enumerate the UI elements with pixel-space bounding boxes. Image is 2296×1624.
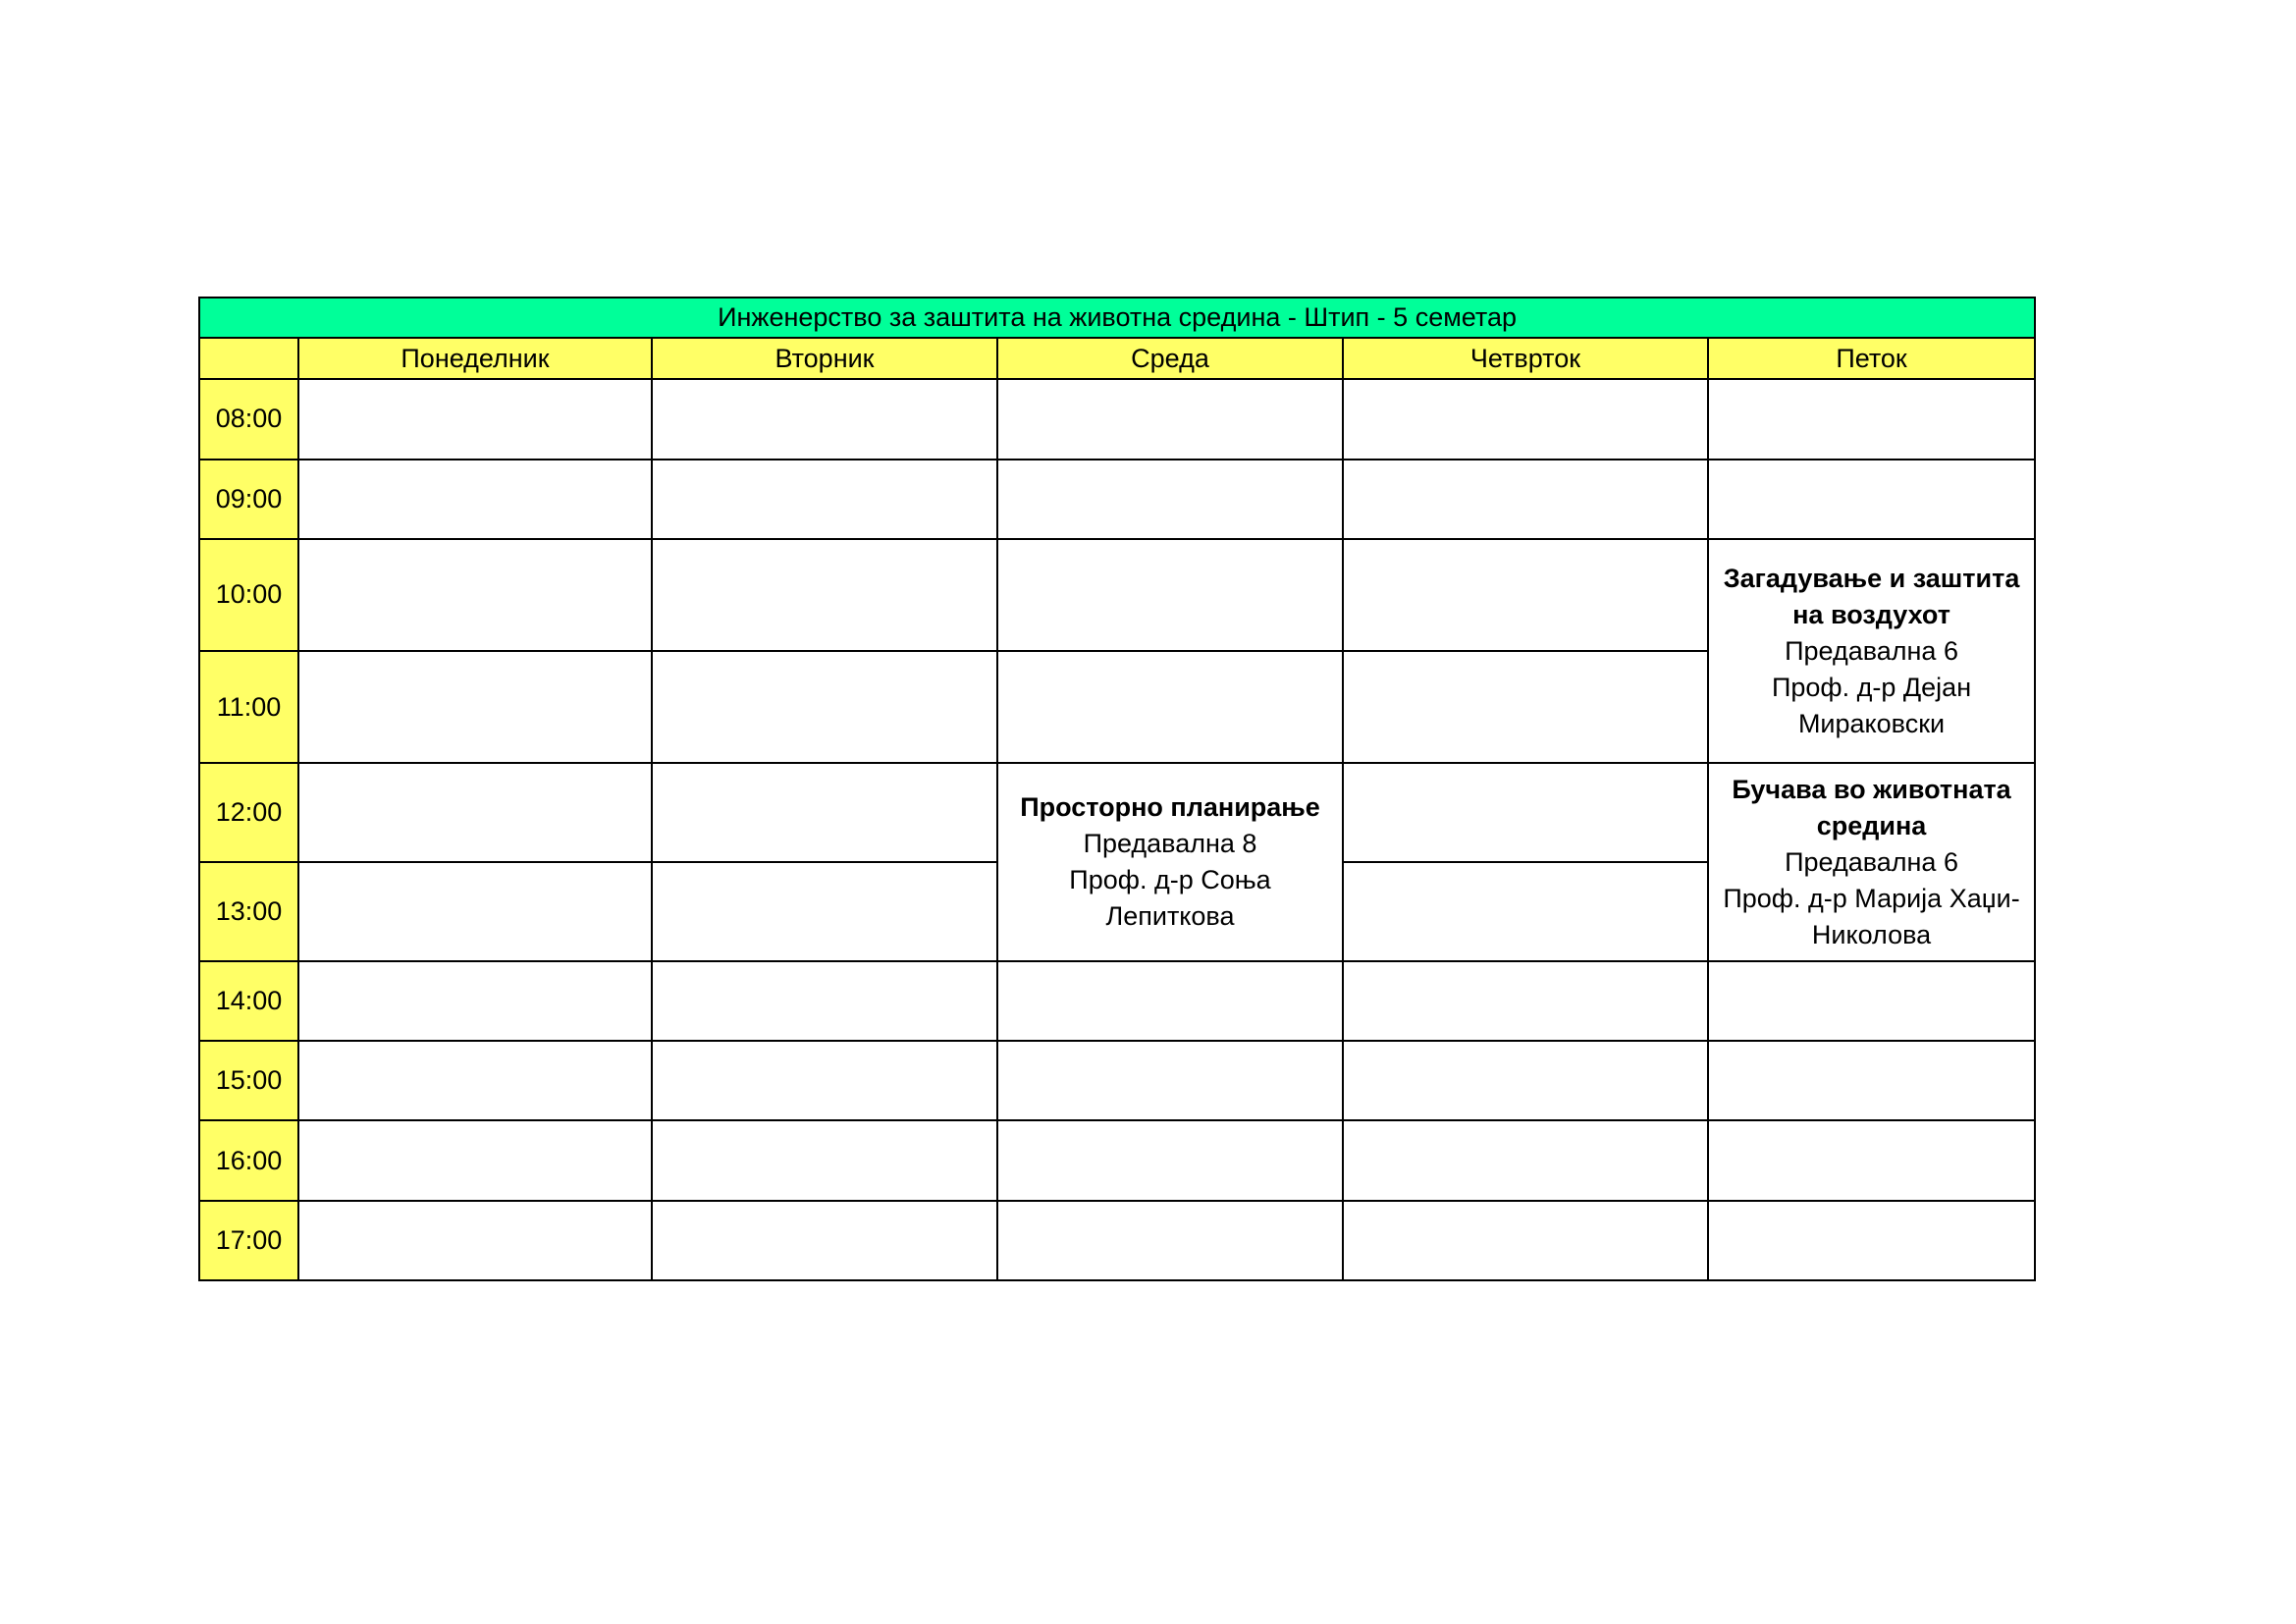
schedule-cell-empty (298, 1201, 652, 1280)
schedule-cell-empty (298, 1120, 652, 1200)
schedule-cell-empty (1343, 539, 1708, 651)
schedule-cell-empty (298, 651, 652, 763)
schedule-cell-empty (652, 539, 997, 651)
time-label: 13:00 (199, 862, 298, 961)
schedule-cell-empty (652, 460, 997, 539)
schedule-cell-empty (1708, 1201, 2035, 1280)
schedule-cell-empty (1708, 1120, 2035, 1200)
schedule-cell-empty (1343, 379, 1708, 459)
schedule-cell-empty (1708, 379, 2035, 459)
schedule-cell-empty (997, 651, 1343, 763)
time-row-1700 (199, 1201, 2035, 1280)
time-row-1600 (199, 1120, 2035, 1200)
day-header-thursday: Четврток (1343, 338, 1708, 379)
course-professor: Проф. д-р Соња Лепиткова (1069, 865, 1271, 932)
time-label: 15:00 (199, 1041, 298, 1120)
schedule-sheet (198, 297, 2034, 1281)
schedule-cell-empty (1708, 961, 2035, 1041)
schedule-cell-empty (997, 379, 1343, 459)
time-label: 12:00 (199, 763, 298, 862)
course-name: Просторно планирање (1020, 792, 1320, 823)
schedule-cell-empty (1343, 460, 1708, 539)
day-header-tuesday: Вторник (652, 338, 997, 379)
schedule-cell-empty (997, 1201, 1343, 1280)
time-row-1000 (199, 539, 2035, 651)
schedule-cell-empty (298, 961, 652, 1041)
schedule-cell-empty (652, 763, 997, 862)
schedule-cell-empty (1343, 1041, 1708, 1120)
schedule-cell-empty (997, 460, 1343, 539)
schedule-cell-empty (1343, 763, 1708, 862)
time-label: 14:00 (199, 961, 298, 1041)
time-label: 10:00 (199, 539, 298, 651)
schedule-cell-empty (1343, 1201, 1708, 1280)
schedule-cell-empty (1343, 651, 1708, 763)
schedule-table (198, 297, 2036, 1281)
time-row-1200 (199, 763, 2035, 862)
schedule-cell-empty (652, 379, 997, 459)
time-label: 17:00 (199, 1201, 298, 1280)
time-label: 16:00 (199, 1120, 298, 1200)
day-header-friday: Петок (1708, 338, 2035, 379)
schedule-cell-empty (652, 651, 997, 763)
schedule-cell-empty (997, 1120, 1343, 1200)
schedule-cell-empty (997, 961, 1343, 1041)
day-header-monday: Понеделник (298, 338, 652, 379)
schedule-cell-empty (652, 1201, 997, 1280)
time-label: 11:00 (199, 651, 298, 763)
time-label: 08:00 (199, 379, 298, 459)
header-corner (199, 338, 298, 379)
schedule-cell-empty (1708, 1041, 2035, 1120)
schedule-cell-empty (997, 539, 1343, 651)
schedule-cell-empty (298, 763, 652, 862)
schedule-cell-empty (1343, 862, 1708, 961)
course-room: Предавална 8 (1083, 829, 1257, 859)
schedule-cell-empty (298, 460, 652, 539)
time-row-0900 (199, 460, 2035, 539)
course-professor: Проф. д-р Дејан Мираковски (1771, 672, 1972, 738)
schedule-cell-empty (1343, 1120, 1708, 1200)
day-header-wednesday: Среда (997, 338, 1343, 379)
schedule-cell-empty (298, 862, 652, 961)
course-professor: Проф. д-р Марија Хаџи-Николова (1723, 883, 2020, 949)
schedule-cell-empty (1343, 961, 1708, 1041)
course-block-spatial-planning (997, 763, 1343, 961)
time-row-1500 (199, 1041, 2035, 1120)
time-row-0800 (199, 379, 2035, 459)
schedule-cell-empty (298, 539, 652, 651)
schedule-title: Инженерство за заштита на животна средина - Штип - 5 семетар (199, 298, 2035, 338)
course-block-air-protection (1708, 539, 2035, 763)
time-row-1400 (199, 961, 2035, 1041)
schedule-cell-empty (298, 1041, 652, 1120)
time-label: 09:00 (199, 460, 298, 539)
schedule-cell-empty (652, 1120, 997, 1200)
schedule-cell-empty (652, 961, 997, 1041)
course-name: Бучава во животната средина (1732, 774, 2011, 840)
course-block-noise (1708, 763, 2035, 961)
schedule-cell-empty (652, 1041, 997, 1120)
schedule-cell-empty (298, 379, 652, 459)
schedule-cell-empty (1708, 460, 2035, 539)
course-room: Предавална 6 (1785, 846, 1958, 877)
schedule-cell-empty (652, 862, 997, 961)
schedule-cell-empty (997, 1041, 1343, 1120)
course-name: Загадување и заштита на воздухот (1723, 563, 2020, 629)
course-room: Предавална 6 (1785, 635, 1958, 666)
